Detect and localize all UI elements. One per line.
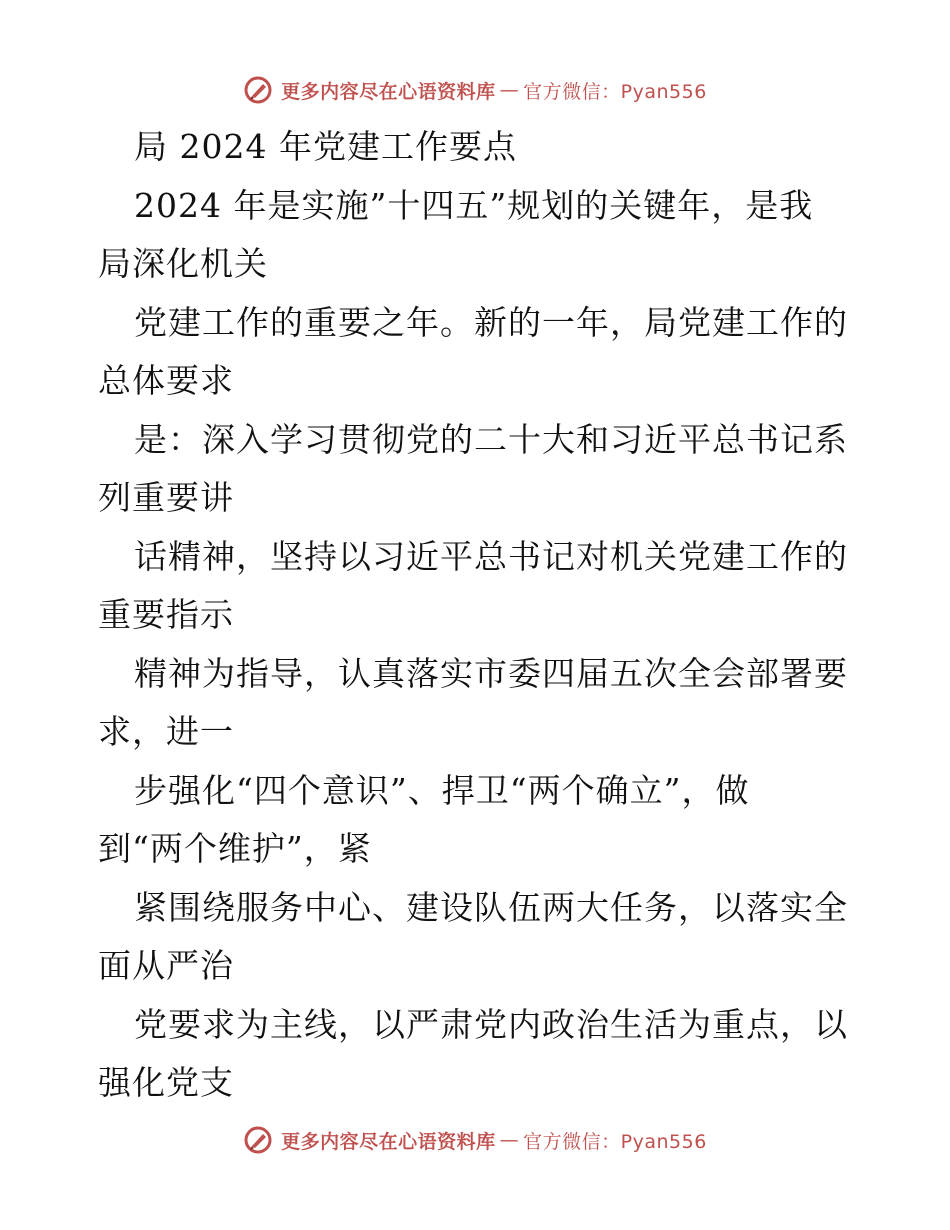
- document-line: 2024 年是实施”十四五”规划的关键年，是我: [134, 185, 814, 225]
- document-line: 是：深入学习贯彻党的二十大和习近平总书记系: [134, 419, 848, 459]
- document-body: [98, 118, 858, 1113]
- document-line: 面从严治: [98, 946, 234, 985]
- document-line: 话精神，坚持以习近平总书记对机关党建工作的: [134, 536, 848, 576]
- document-line: 局 2024 年党建工作要点: [134, 127, 517, 166]
- document-line: 求，进一: [98, 712, 234, 751]
- document-line: 局深化机关: [98, 244, 268, 283]
- document-line: 步强化“四个意识”、捍卫“两个确立”，做: [134, 770, 750, 810]
- banner-separator: —: [499, 1129, 520, 1151]
- banner-brand-text: 更多内容尽在心语资料库: [281, 80, 496, 103]
- document-line: 党要求为主线，以严肃党内政治生活为重点，以: [134, 1004, 848, 1044]
- pen-logo-icon: [243, 1125, 273, 1155]
- document-line: 重要指示: [98, 595, 234, 634]
- document-line: 精神为指导，认真落实市委四届五次全会部署要: [134, 653, 848, 693]
- document-line: 到“两个维护”，紧: [98, 829, 372, 868]
- footer-watermark-banner: [0, 1120, 950, 1160]
- banner-separator: —: [499, 79, 520, 101]
- document-line: 总体要求: [98, 361, 234, 400]
- banner-wechat-text: 官方微信：Pyan556: [523, 80, 707, 103]
- document-line: 列重要讲: [98, 478, 234, 517]
- banner-wechat-text: 官方微信：Pyan556: [523, 1130, 707, 1153]
- pen-logo-icon: [243, 75, 273, 105]
- header-watermark-banner: [0, 70, 950, 110]
- document-line: 紧围绕服务中心、建设队伍两大任务，以落实全: [134, 887, 848, 927]
- banner-brand-text: 更多内容尽在心语资料库: [281, 1130, 496, 1153]
- document-line: 党建工作的重要之年。新的一年，局党建工作的: [134, 302, 848, 342]
- document-line: 强化党支: [98, 1063, 234, 1102]
